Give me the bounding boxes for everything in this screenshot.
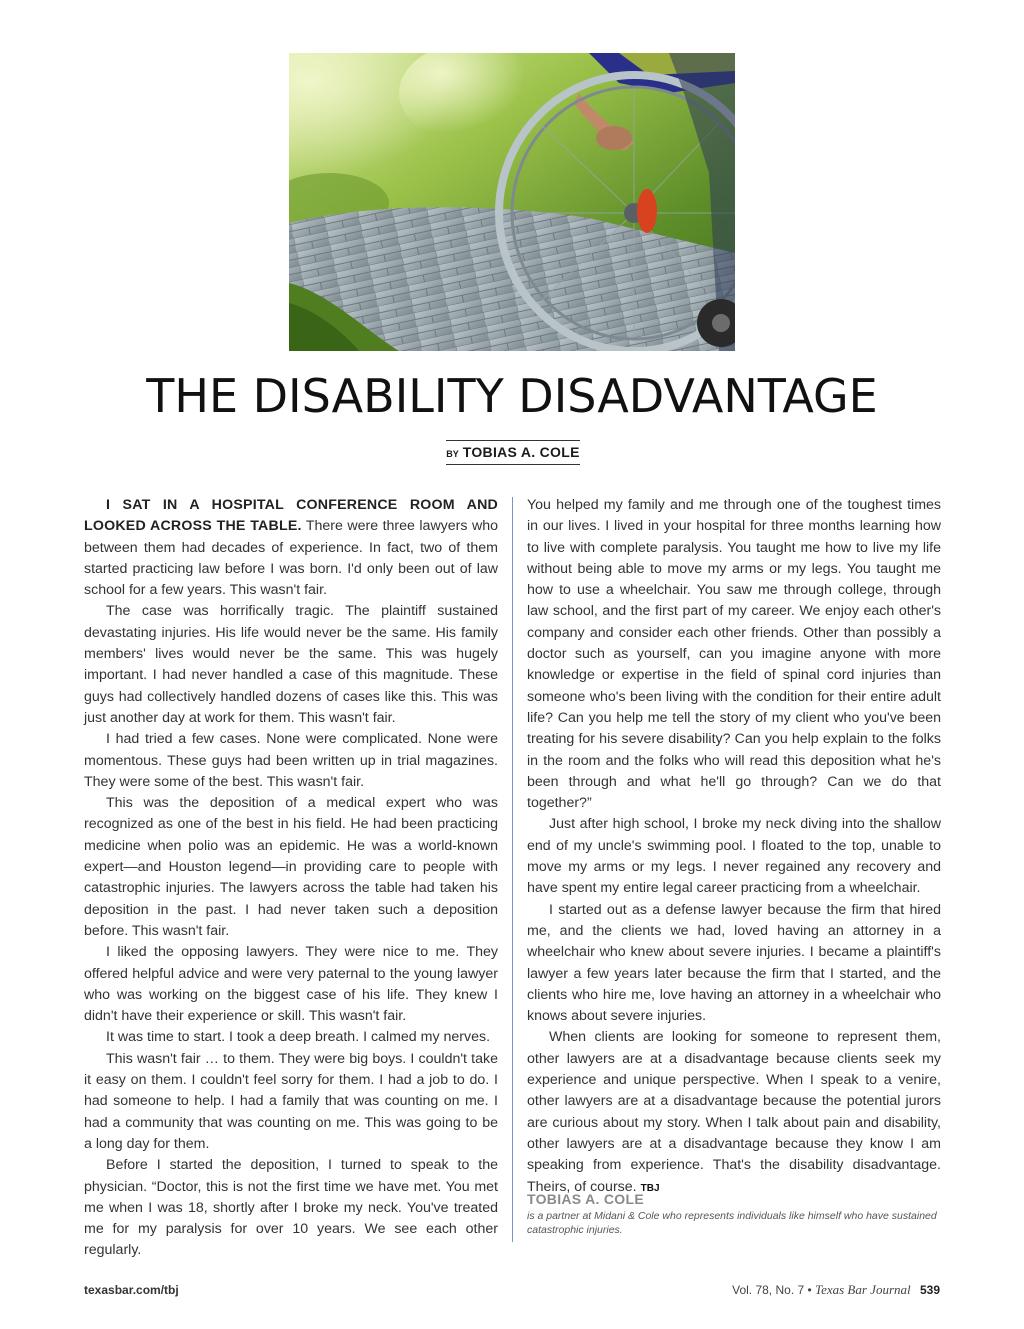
footer-url: texasbar.com/tbj (84, 1283, 179, 1297)
wheelchair-photo (289, 53, 735, 351)
body-column-right (527, 495, 941, 1199)
lead-in: I SAT IN A HOSPITAL CONFERENCE ROOM AND LOOKED ACROSS THE TABLE. (84, 497, 498, 535)
footer-bullet: • (807, 1283, 812, 1297)
body-paragraph (84, 495, 498, 601)
body-paragraph: This was the deposition of a medical expert who was recognized as one of the best in his field. He had been practicing medicine when polio was an epidemic. He was a world-known expert—and Houston legend—in providing care to people with catastrophic injuries. The lawyers across the table had taken his deposition in the past. I had never taken such a deposition before. This wasn't fair. (84, 795, 498, 939)
footer-journal: Texas Bar Journal (815, 1282, 911, 1297)
body-text: There were three lawyers who between them had decades of experience. In fact, two of them started practicing law before I was born. I'd only been out of law school for a few years. This wasn't fair. (84, 518, 498, 599)
byline-prefix: BY (446, 449, 459, 459)
byline-author: TOBIAS A. COLE (462, 444, 580, 460)
byline (446, 440, 580, 465)
bio-name: TOBIAS A. COLE (527, 1191, 644, 1207)
body-paragraph (527, 1027, 941, 1198)
end-mark: TBJ (640, 1182, 660, 1194)
footer-volume: Vol. 78, No. 7 (732, 1283, 805, 1297)
body-paragraph: Just after high school, I broke my neck diving into the shallow end of my uncle's swimming pool. I floated to the top, unable to move my arms or my legs. I never regained any recovery and have spent my entire legal career practicing from a wheelchair. (527, 816, 941, 897)
body-paragraph: I had tried a few cases. None were complicated. None were momentous. These guys had been written up in trial magazines. They were some of the best. This wasn't fair. (84, 731, 498, 790)
body-paragraph: I started out as a defense lawyer because the firm that hired me, and the clients we had, loved having an attorney in a wheelchair who knew about severe injuries. I became a plaintiff's lawyer a few years later because the firm that I started, and the clients who hire me, love having an attorney in a wheelchair who knows about severe injuries. (527, 901, 941, 1025)
author-bio (527, 1191, 947, 1237)
footer-issue (732, 1282, 940, 1298)
body-text: When clients are looking for someone to represent them, other lawyers are at a disadvantage because clients seek my experience and unique perspective. When I speak to a venire, other lawyers are at a disadvantage because the potential jurors are curious about my story. When I talk about pain and disability, other lawyers are at a disadvantage because they know I am speaking from experience. That's the disability disadvantage. Theirs, of course. (527, 1029, 941, 1195)
body-paragraph: The case was horrifically tragic. The plaintiff sustained devastating injuries. His life would never be the same. His family members' lives would never be the same. This was hugely important. I had never handled a case of this magnitude. These guys had collectively handled dozens of cases like this. This was just another day at work for them. This wasn't fair. (84, 603, 498, 726)
body-paragraph: Before I started the deposition, I turned to speak to the physician. “Doctor, this is not the first time we have met. You met me when I was 18, shortly after I broke my neck. You've treated me for my paralysis for over 10 years. We see each other regularly. (84, 1157, 498, 1259)
column-divider (512, 497, 513, 1242)
body-paragraph: It was time to start. I took a deep breath. I calmed my nerves. (106, 1029, 491, 1046)
body-paragraph: You helped my family and me through one of the toughest times in our lives. I lived in your hospital for three months learning how to live with complete paralysis. You taught me how to live my life without being able to move my arms or my legs. You taught me how to use a wheelchair. You saw me through college, through law school, and the first part of my career. We enjoy each other's company and consider each other friends. Other than possibly a doctor such as yourself, can you imagine anyone with more knowledge or expertise in the field of spinal cord injuries than someone who's been living with the condition for their entire adult life? Can you help me tell the story of my client who you've been treating for his severe disability? Can you help explain to the folks in the room and the folks who will read this deposition what he's been through and what he'll go through? Can we do that together?” (527, 497, 941, 812)
body-paragraph: This wasn't fair … to them. They were big boys. I couldn't take it easy on them. I couldn't feel sorry for them. I had a job to do. I had someone to help. I had a family that was counting on me. I had a community that was counting on me. This was going to be a long day for them. (84, 1050, 498, 1152)
bio-description: is a partner at Midani & Cole who represents individuals like himself who have sustained catastrophic injuries. (527, 1210, 937, 1236)
article-title: THE DISABILITY DISADVANTAGE (146, 369, 878, 423)
page-number: 539 (919, 1283, 940, 1297)
body-column-left (84, 495, 498, 1262)
body-paragraph: I liked the opposing lawyers. They were nice to me. They offered helpful advice and were very paternal to the young lawyer who was working on the biggest case of his life. They knew I didn't have their experience or skill. This wasn't fair. (84, 944, 498, 1025)
